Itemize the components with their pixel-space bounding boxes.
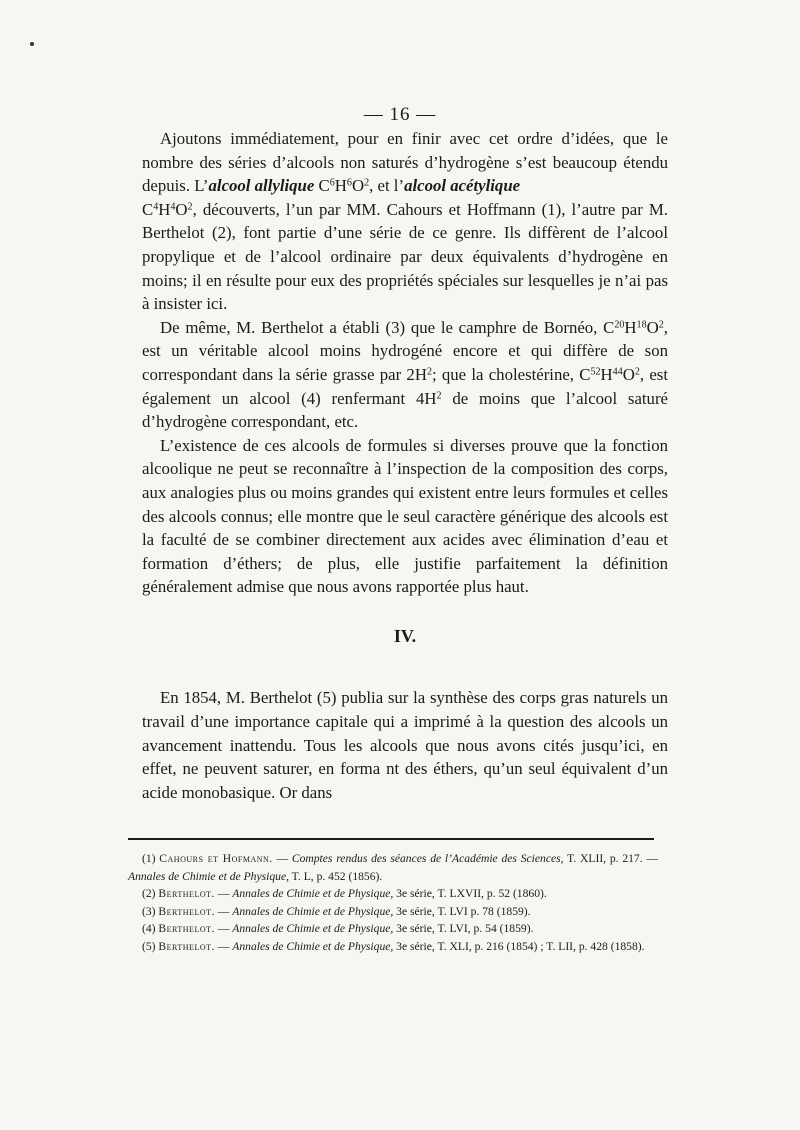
page-number: — 16 — <box>363 104 437 125</box>
paragraph-4: En 1854, M. Berthelot (5) publia sur la synthèse des corps gras naturels un travail d’une importance capitale qui a imprimé à la question des alcools un avancement inattendu. Tous les alcools que nous avons cités jusqu’ici, en effet, ne peuvent saturer, en forma nt des éthers, qu’un seul équivalent d’un acide monobasique. Or dans <box>142 688 668 802</box>
paragraph-1: Ajoutons immédiatement, pour en finir avec cet ordre d’idées, que le nombre des séries d’alcools non saturés d’hydrogène s’est beaucoup étendu depuis. L’alcool allylique $C^6H^6O^2$, et l’alcool acétylique $C^4H^4O^2$, découverts, l’un par MM. Cahours et Hoffmann (1), l’autre par M. Berthelot (2), font partie d’une série de ce genre. Ils diffèrent de l’alcool propylique et de l’alcool ordinaire par deux équivalents d’hydrogène en moins; il en résulte pour eux des propriétés spéciales sur lesquelles je n’ai pas à insister ici. <box>142 129 668 314</box>
footnote-rule <box>128 838 654 840</box>
paragraph-3: L’existence de ces alcools de formules si diverses prouve que la fonction alcoolique ne peut se reconnaître à l’inspection de la composition des corps, aux analogies plus ou moins grandes qui existent entre leurs formules et celles des alcools connus; elle montre que le seul caractère générique des alcools est la faculté de se combiner directement aux acides avec élimination d’eau et formation d’éthers; de plus, elle justifie parfaitement la définition généralement admise que nous avons rapportée plus haut. <box>142 435 668 597</box>
footnote-5: (5) Berthelot. — Annales de Chimie et de Physique, 3e série, T. XLI, p. 216 (1854) ; T. LII, p. 428 (1858). <box>142 939 645 953</box>
footnote-2: (2) Berthelot. — Annales de Chimie et de Physique, 3e série, T. LXVII, p. 52 (1860). <box>142 887 547 900</box>
footnote-3: (3) Berthelot. — Annales de Chimie et de Physique, 3e série, T. LVI p. 78 (1859). <box>142 904 531 918</box>
footnote-1: (1) Cahours et Hofmann. — Comptes rendus des séances de l’Académie des Sciences, T. XLII, p. 217. — Annales de Chimie et de Physique, T. L, p. 452 (1856). <box>128 852 658 883</box>
footnote-4: (4) Berthelot. — Annales de Chimie et de Physique, 3e série, T. LVI, p. 54 (1859). <box>142 922 534 935</box>
ink-speck <box>30 42 34 46</box>
footnotes <box>128 850 658 955</box>
section-heading: IV. <box>393 625 417 646</box>
paragraph-2: De même, M. Berthelot a établi (3) que le camphre de Bornéo, $C^{20}H^{18}O^2$, est un véritable alcool moins hydrogéné encore et qui diffère de son correspondant dans la série grasse par $2H^2$; que la cholestérine, $C^{52}H^{44}O^2$, est également un alcool (4) renfermant $4H^2$ de moins que l’alcool saturé d’hydrogène correspondant, etc. <box>142 317 668 432</box>
main-text <box>142 127 668 804</box>
